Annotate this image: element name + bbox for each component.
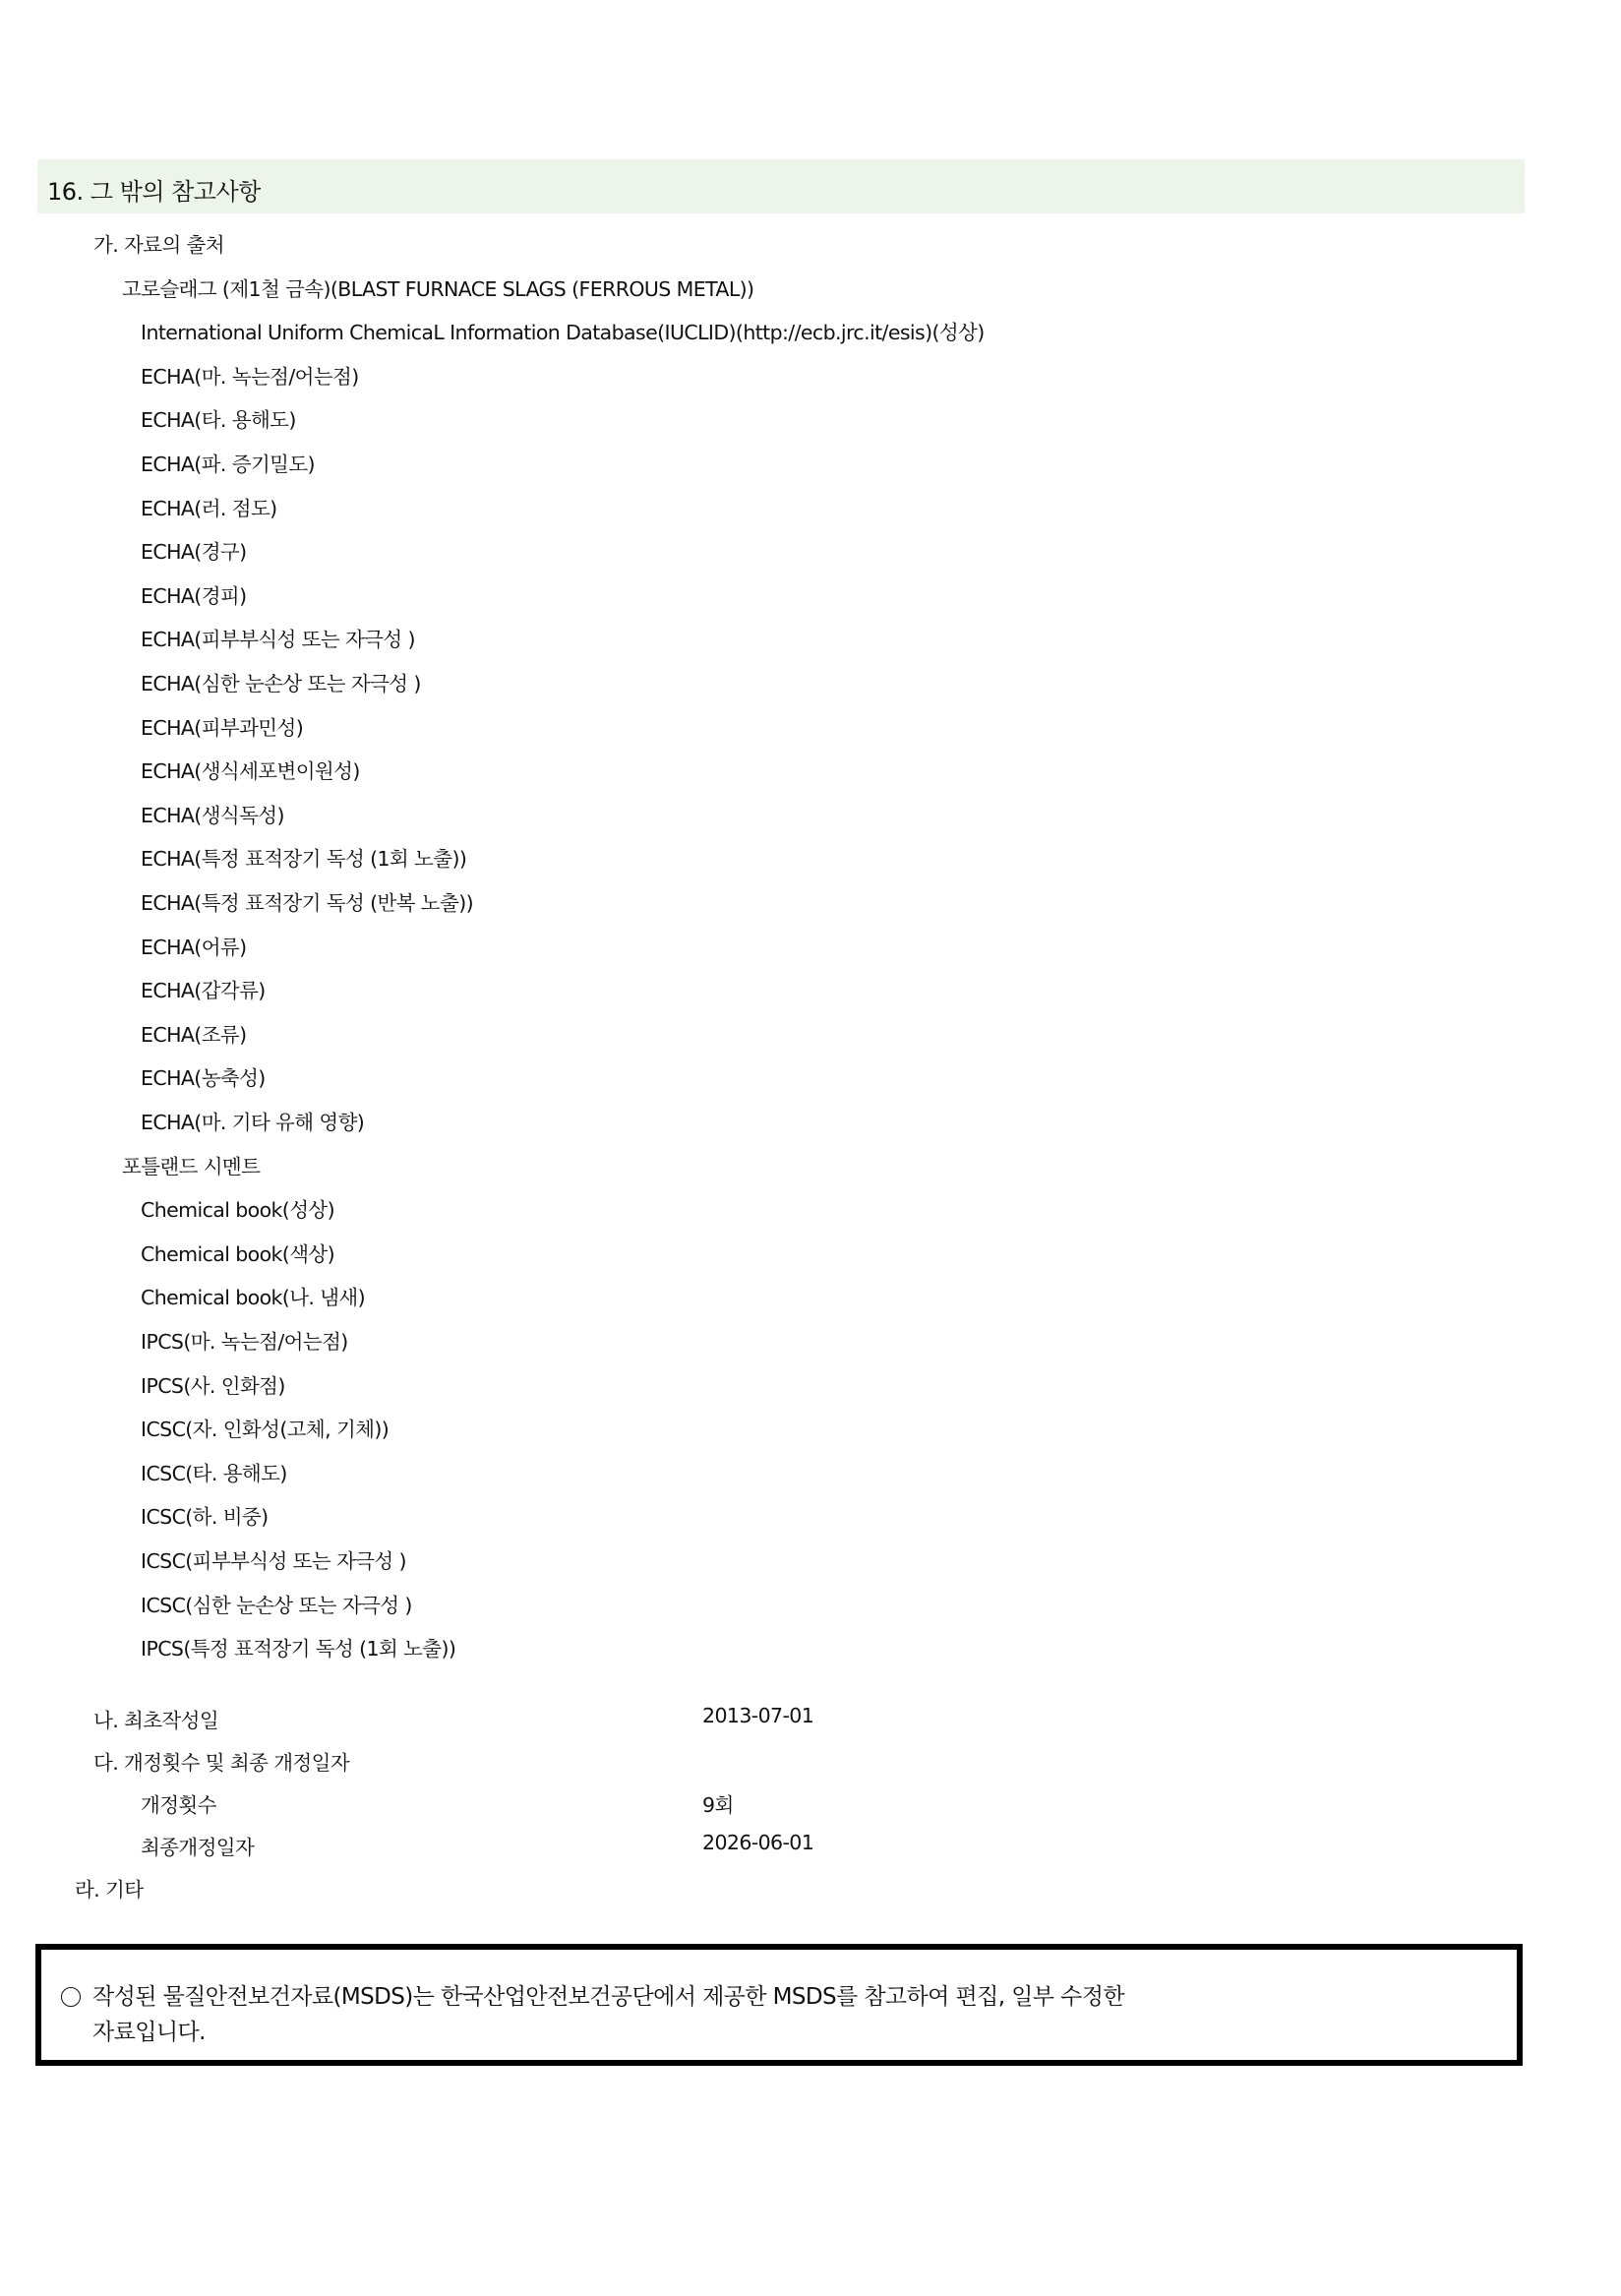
source-item: ECHA(농축성) [141, 1066, 266, 1090]
first-written-value: 2013-07-01 [702, 1704, 814, 1727]
source-group-name: 포틀랜드 시멘트 [122, 1155, 261, 1178]
source-item: ECHA(특정 표적장기 독성 (반복 노출)) [141, 891, 473, 915]
source-item: ECHA(타. 용해도) [141, 408, 296, 432]
first-written-label: 나. 최초작성일 [93, 1709, 219, 1732]
source-item: IPCS(마. 녹는점/어는점) [141, 1330, 348, 1354]
source-item: ECHA(파. 증기밀도) [141, 453, 315, 476]
source-item: ICSC(자. 인화성(고체, 기체)) [141, 1418, 390, 1441]
source-group-name: 고로슬래그 (제1철 금속)(BLAST FURNACE SLAGS (FERROUS METAL)) [122, 277, 754, 301]
section-title: 16. 그 밖의 참고사항 [47, 178, 261, 206]
circle-bullet-icon [61, 1987, 81, 2007]
source-item: ECHA(피부과민성) [141, 716, 304, 740]
revision-last-value: 2026-06-01 [702, 1831, 814, 1854]
source-item: IPCS(특정 표적장기 독성 (1회 노출)) [141, 1637, 456, 1661]
source-item: Chemical book(색상) [141, 1242, 334, 1266]
source-item: International Uniform ChemicaL Information Database(IUCLID)(http://ecb.jrc.it/esis)(성상) [141, 321, 985, 344]
notice-text [92, 1979, 1224, 2050]
section-header [37, 159, 1525, 213]
source-item: ICSC(하. 비중) [141, 1505, 269, 1529]
revision-count-value: 9회 [702, 1793, 734, 1817]
revision-last-label: 최종개정일자 [141, 1836, 255, 1859]
source-item: ECHA(심한 눈손상 또는 자극성 ) [141, 672, 421, 695]
source-item: ECHA(생식독성) [141, 804, 284, 827]
source-item: ECHA(어류) [141, 936, 247, 959]
revision-count-label: 개정횟수 [141, 1793, 216, 1817]
notice-line-1: 작성된 물질안전보건자료(MSDS)는 한국산업안전보건공단에서 제공한 MSDS를 참고하여 편집, 일부 수정한 [92, 1984, 1124, 2010]
source-item: Chemical book(성상) [141, 1198, 334, 1222]
source-item: ICSC(타. 용해도) [141, 1462, 287, 1485]
source-item: IPCS(사. 인화점) [141, 1374, 285, 1398]
other-heading: 라. 기타 [75, 1878, 144, 1902]
notice-box [35, 1944, 1523, 2066]
source-item: ECHA(조류) [141, 1023, 247, 1047]
source-item: ECHA(특정 표적장기 독성 (1회 노출)) [141, 847, 467, 871]
source-item: ECHA(마. 기타 유해 영향) [141, 1111, 365, 1134]
source-item: ICSC(피부부식성 또는 자극성 ) [141, 1549, 406, 1573]
source-heading: 가. 자료의 출처 [93, 233, 224, 257]
source-item: ECHA(피부부식성 또는 자극성 ) [141, 628, 415, 651]
source-item: ICSC(심한 눈손상 또는 자극성 ) [141, 1594, 412, 1617]
source-item: ECHA(경구) [141, 540, 247, 564]
source-item: Chemical book(나. 냄새) [141, 1286, 366, 1309]
source-item: ECHA(생식세포변이원성) [141, 759, 360, 783]
source-item: ECHA(갑각류) [141, 979, 266, 1002]
source-item: ECHA(경피) [141, 584, 247, 608]
notice-line-2: 자료입니다. [92, 2020, 206, 2045]
source-item: ECHA(마. 녹는점/어는점) [141, 365, 359, 389]
revision-heading: 다. 개정횟수 및 최종 개정일자 [93, 1751, 350, 1775]
source-item: ECHA(러. 점도) [141, 497, 277, 520]
